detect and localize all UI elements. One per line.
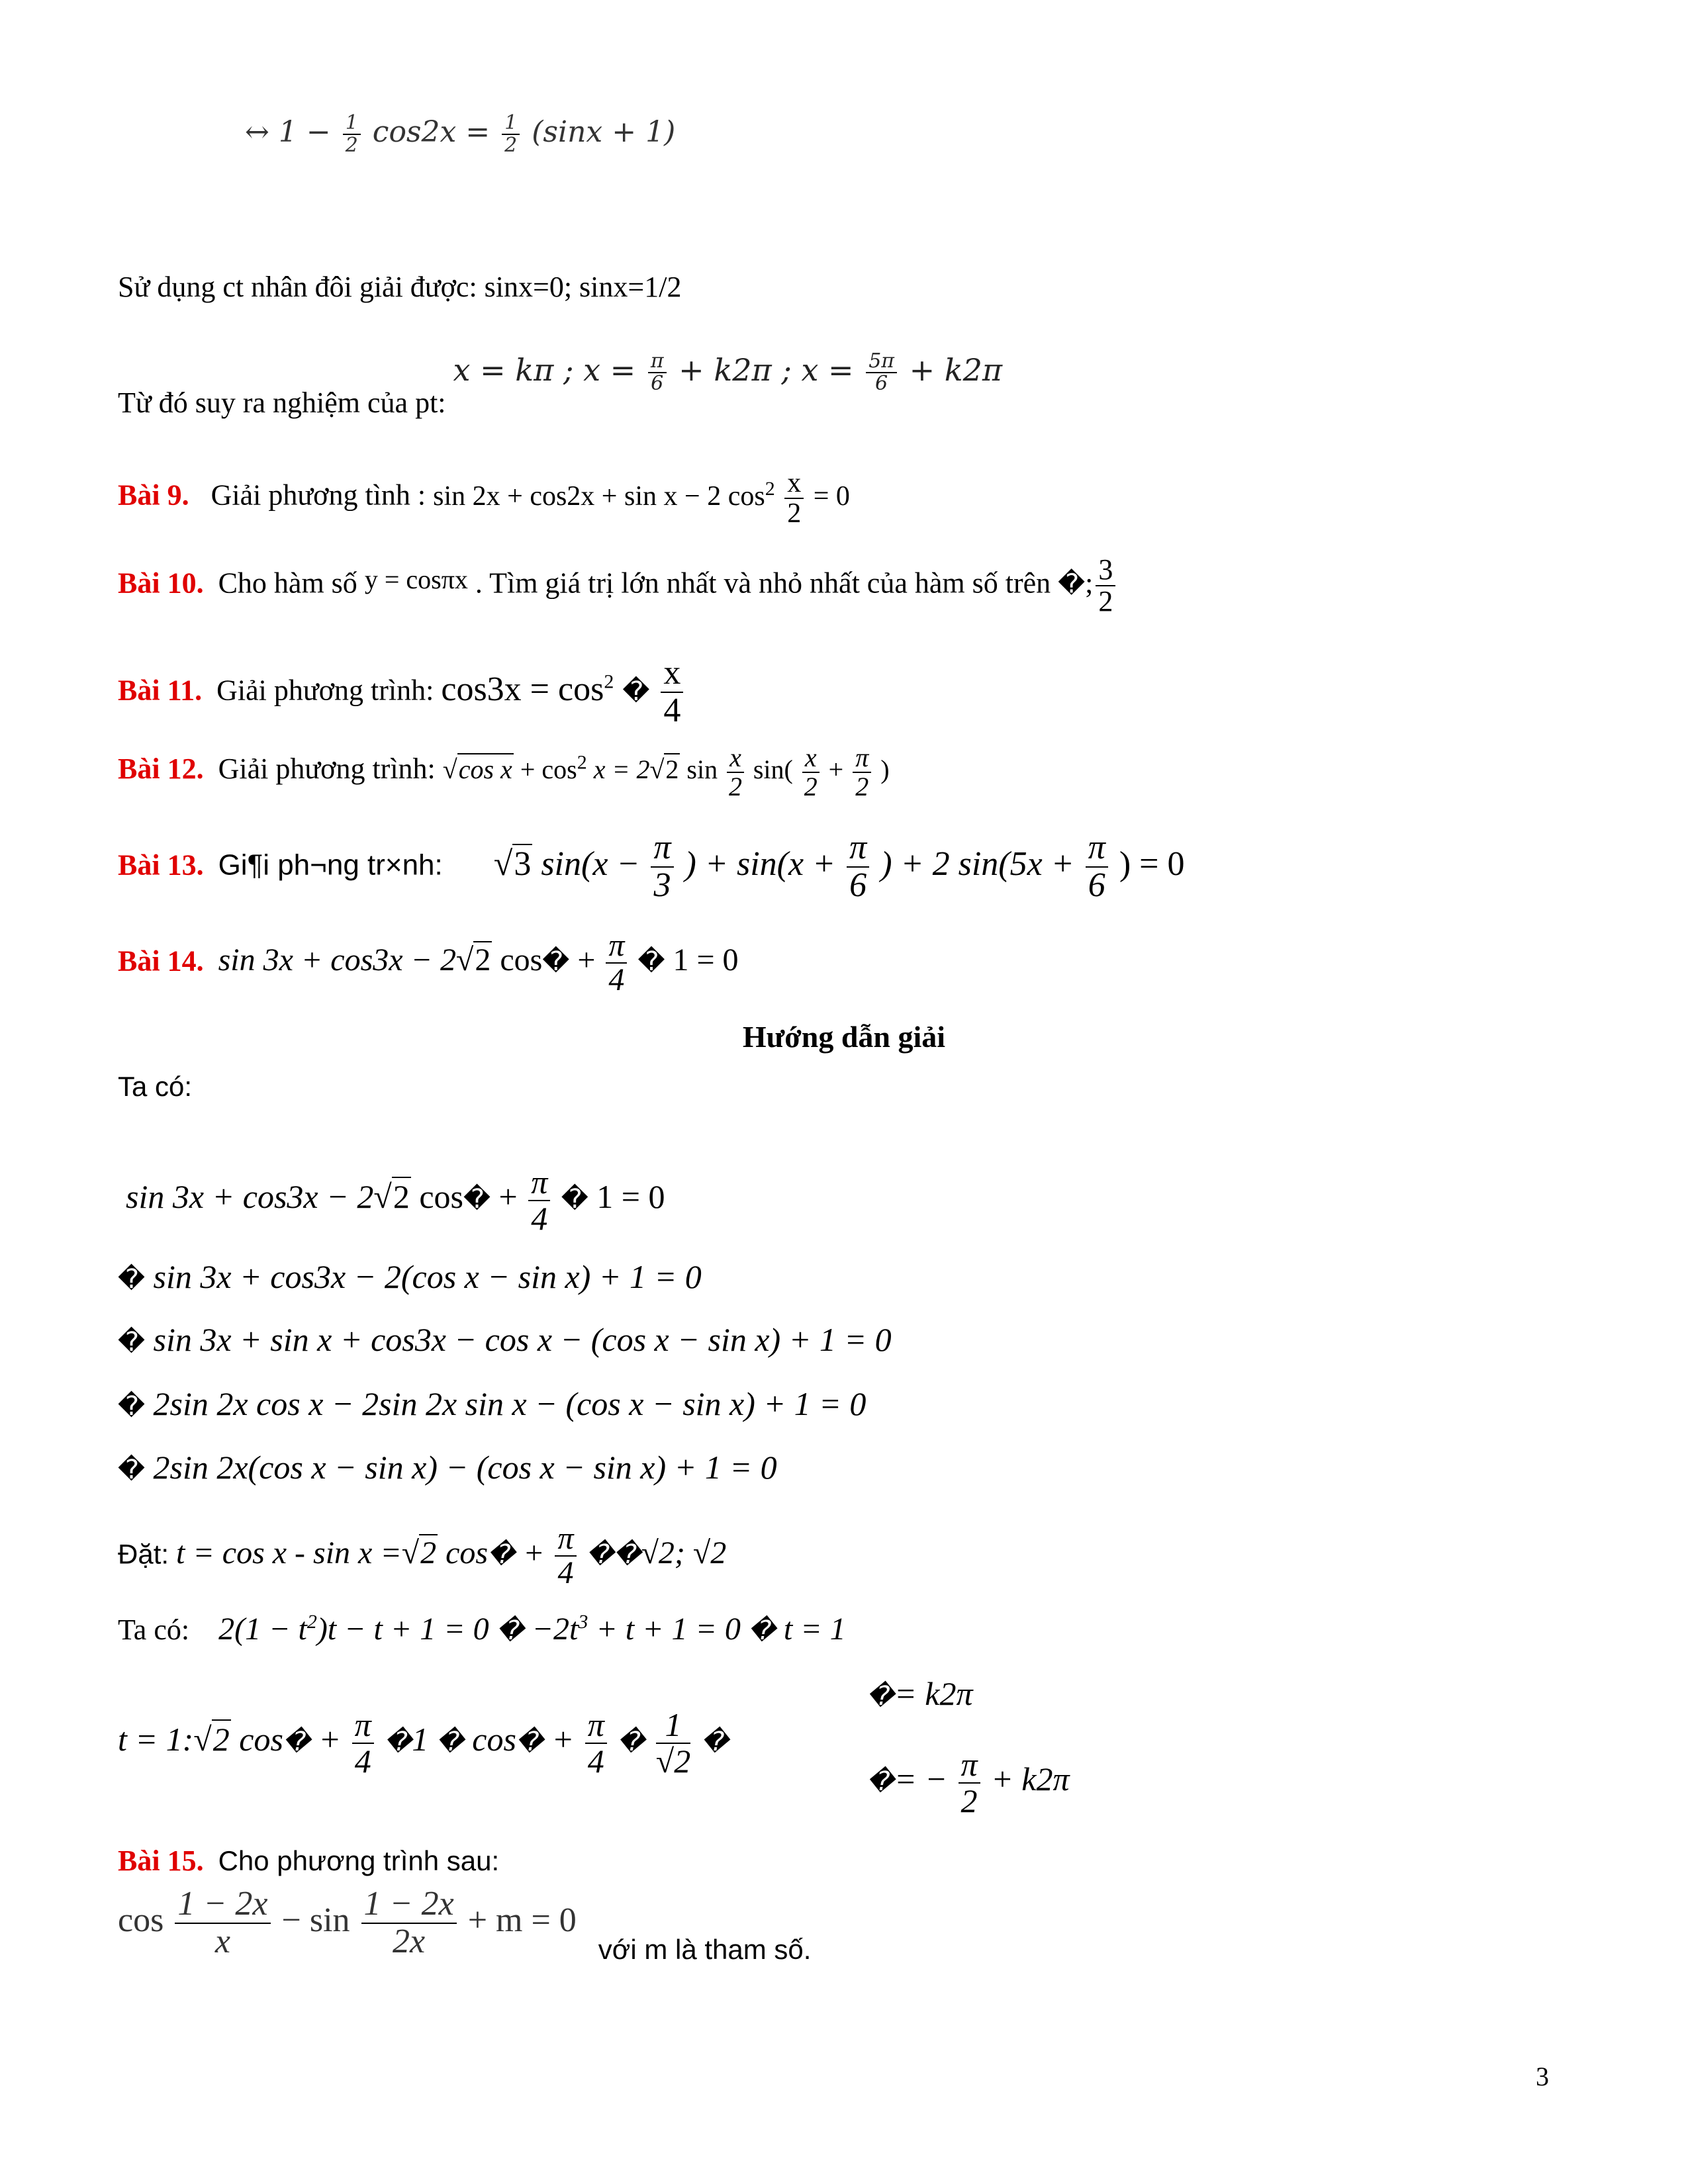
step-4: � 2sin 2x(cos x − sin x) − (cos x − sin x) + 1 = 0 [118, 1449, 777, 1486]
ta-co-2-formula: $2(1 - t^2)t - t + 1 = 0$ � $-2t^3 + t + 1 = 0$ � t = 1 [218, 1611, 846, 1647]
t-equals-1-line: t = 1:√2 cos� + $\frac{\pi}{4}$ �1 � cos� + $\frac{\pi}{4}$ � $\frac{1}{√2}$ � [118, 1706, 729, 1780]
case-1: �= k2π [867, 1675, 973, 1712]
guide-title: Hướng dẫn giải [742, 1020, 946, 1054]
bai-9-label: Bài 9. [118, 478, 189, 512]
bai-13-formula: √3 sin(x − $\frac{\pi}{3}$ ) + sin(x + $\frac{\pi}{6}$ ) + 2 sin(5x + $\frac{\pi}{6}$ ) = 0 [493, 829, 1185, 904]
bai-11-label: Bài 11. [118, 674, 203, 707]
solutions-formula: x = kπ ; x = $\frac{\pi}{6}$ + k2π ; x = $\frac{5\pi}{6}$ + k2π [453, 349, 1003, 395]
bai-13-label: Bài 13. [118, 848, 204, 882]
bai-9-formula: sin 2x + cos2x + sin x − 2 $\cos^2$ $\frac{x}{2}$ = 0 [433, 468, 850, 529]
bai-14 [118, 929, 739, 997]
bai-12-formula: √cos $x + \cos^2 x = 2√2$ sin $\frac{x}{2}$ sin( $\frac{x}{2}$ + $\frac{\pi}{2}$ ) [442, 743, 890, 801]
bai-9 [118, 469, 850, 528]
solutions-line [118, 349, 1003, 419]
bai-10-label: Bài 10. [118, 567, 204, 600]
bai-9-text: Giải phương tình : [211, 478, 426, 512]
bai-12-text: Giải phương trình: [218, 752, 436, 786]
solutions-label: Từ đó suy ra nghiệm của pt: [118, 386, 446, 419]
bai-15-label: Bài 15. [118, 1844, 204, 1877]
bai-13-text: Gi¶i ph¬ng tr×nh: [218, 848, 443, 882]
bai-15-formula-line [118, 1885, 812, 1965]
bai-12-label: Bài 12. [118, 752, 204, 786]
step-2: � sin 3x + sin x + cos3x − cos x − (cos x − sin x) + 1 = 0 [118, 1321, 892, 1358]
ta-co-label: Ta có: [118, 1071, 193, 1102]
step-1: � sin 3x + cos3x − 2(cos x − sin x) + 1 = 0 [118, 1258, 702, 1295]
bai-10-text2: . Tìm giá trị lớn nhất và nhỏ nhất của hàm số trên [475, 567, 1051, 600]
bai-14-label: Bài 14. [118, 944, 204, 978]
ta-co-2-line [118, 1611, 846, 1647]
fraction: $\frac{1}{2}$ [343, 113, 361, 156]
dat-formula: t = cos x - sin x =√2 cos� + $\frac{\pi}{4}$ ��√2; √2 [176, 1521, 727, 1591]
bai-10-glyph: � [1058, 569, 1086, 600]
bai-15-formula: cos $\frac{1 - 2x}{x}$ − sin $\frac{1 - 2x}{2x}$ + m = 0 [118, 1885, 577, 1960]
bai-12 [118, 744, 890, 801]
bai-14-formula: sin 3x + cos3x − 2√2 cos� + $\frac{\pi}{4}$ � 1 = 0 [218, 928, 739, 998]
bai-11 [118, 655, 686, 729]
ta-co-2-label: Ta có: [118, 1614, 190, 1646]
double-angle-text: Sử dụng ct nhân đôi giải được: sinx=0; sinx=1/2 [118, 271, 682, 303]
bai-13 [118, 830, 1184, 903]
fraction: $\frac{1}{2}$ [502, 113, 520, 156]
dat-line [118, 1522, 726, 1590]
step-3: � 2sin 2x cos x − 2sin 2x sin x − (cos x − sin x) + 1 = 0 [118, 1385, 867, 1422]
bai-10-formula: y = cosπx [364, 565, 468, 595]
bai-11-text: Giải phương trình: [216, 674, 434, 707]
page-number: 3 [1536, 2062, 1549, 2091]
top-equation [245, 113, 675, 156]
bai-10-text1: Cho hàm số [218, 567, 357, 600]
eq-mid: cos2x = [372, 115, 491, 149]
bai-14-restated: sin 3x + cos3x − 2√2 cos� + $\frac{\pi}{4}$ � 1 = 0 [126, 1163, 665, 1237]
case-2: �= − $\frac{\pi}{2}$ + k2π [867, 1746, 1070, 1819]
bai-15 [118, 1844, 499, 1878]
bai-15-tail: với m là tham số. [598, 1933, 812, 1965]
double-angle-line [118, 270, 681, 304]
bai-11-formula: $\cos 3x = \cos^2$ � $\frac{x}{4}$ [441, 670, 686, 708]
bai-15-text: Cho phương trình sau: [218, 1845, 500, 1876]
bai-10: Bài 10. Cho hàm số y = cosπx . Tìm giá trị lớn nhất và nhỏ nhất của hàm số trên �; $\frac{3}{2}$ [118, 555, 1118, 617]
dat-label: Đặt: [118, 1538, 169, 1570]
eq-tail: (sinx + 1) [532, 115, 676, 149]
eq-lead: ↔ 1 − [245, 115, 331, 149]
